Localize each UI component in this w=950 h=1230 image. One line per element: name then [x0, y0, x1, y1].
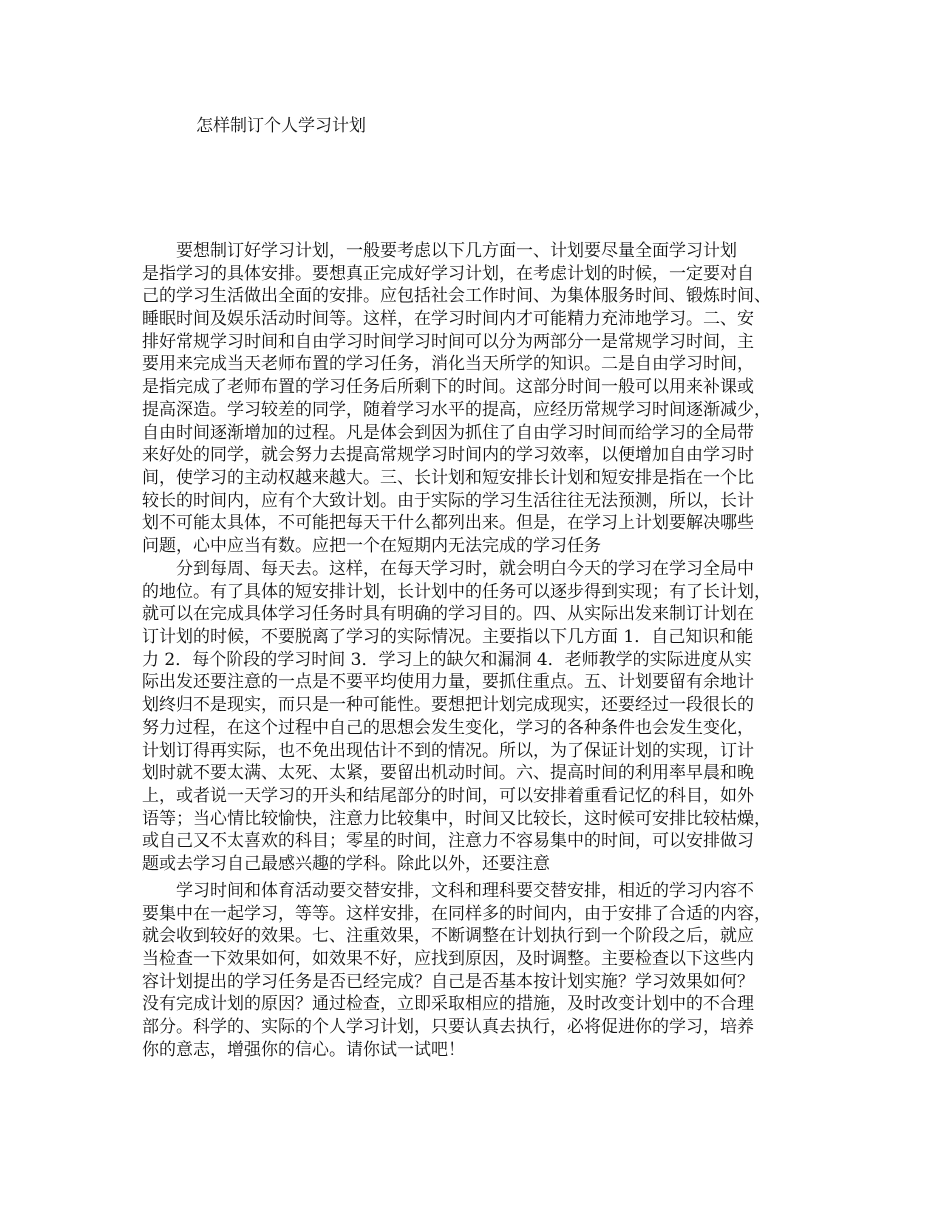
text-line: 要想制订好学习计划，一般要考虑以下几方面一、计划要尽量全面学习计划: [142, 241, 737, 261]
text-line: 学习时间和体育活动要交替安排，文科和理科要交替安排，相近的学习内容不: [142, 881, 754, 901]
text-line: 排好常规学习时间和自由学习时间学习时间可以分为两部分一是常规学习时间，主: [142, 331, 754, 352]
text-line: 容计划提出的学习任务是否已经完成？自己是否基本按计划实施？学习效果如何？: [142, 971, 754, 992]
text-line: 是指学习的具体安排。要想真正完成好学习计划，在考虑计划的时候，一定要对自: [142, 263, 754, 284]
text-line: 提高深造。学习较差的同学，随着学习水平的提高，应经历常规学习时间逐渐减少，: [142, 399, 771, 420]
text-line: 划终归不是现实，而只是一种可能性。要想把计划完成现实，还要经过一段很长的: [142, 695, 754, 716]
text-line: 题或去学习自己最感兴趣的学科。除此以外，还要注意: [142, 853, 550, 874]
text-line: 订计划的时候，不要脱离了学习的实际情况。主要指以下几方面 1．自己知识和能: [142, 627, 754, 648]
text-line: 间，使学习的主动权越来越大。三、长计划和短安排长计划和短安排是指在一个比: [142, 467, 754, 488]
text-line: 要用来完成当天老师布置的学习任务，消化当天所学的知识。二是自由学习时间，: [142, 354, 754, 375]
paragraph-2: [142, 558, 771, 876]
text-line: 分到每周、每天去。这样，在每天学习时，就会明白今天的学习在学习全局中: [142, 559, 754, 579]
text-line: 要集中在一起学习，等等。这样安排，在同样多的时间内，由于安排了合适的内容，: [142, 903, 771, 924]
text-line: 划时就不要太满、太死、太紧，要留出机动时间。六、提高时间的利用率早晨和晚: [142, 763, 754, 784]
text-line: 部分。科学的、实际的个人学习计划，只要认真去执行，必将促进你的学习，培养: [142, 1017, 754, 1038]
text-line: 际出发还要注意的一点是不要平均使用力量，要抓住重点。五、计划要留有余地计: [142, 672, 754, 693]
text-line: 就会收到较好的效果。七、注重效果，不断调整在计划执行到一个阶段之后，就应: [142, 926, 754, 947]
text-line: 己的学习生活做出全面的安排。应包括社会工作时间、为集体服务时间、锻炼时间、: [142, 286, 771, 307]
text-line: 划不可能太具体，不可能把每天干什么都列出来。但是，在学习上计划要解决哪些: [142, 513, 754, 534]
text-line: 自由时间逐渐增加的过程。凡是体会到因为抓住了自由学习时间而给学习的全局带: [142, 422, 754, 443]
text-line: 较长的时间内，应有个大致计划。由于实际的学习生活往往无法预测，所以，长计: [142, 490, 754, 511]
text-line: 努力过程，在这个过程中自己的思想会发生变化，学习的各种条件也会发生变化，: [142, 717, 754, 738]
text-line: 上，或者说一天学习的开头和结尾部分的时间，可以安排着重看记忆的科目，如外: [142, 785, 754, 806]
text-line: 是指完成了老师布置的学习任务后所剩下的时间。这部分时间一般可以用来补课或: [142, 377, 754, 398]
text-line: 力 2．每个阶段的学习时间 3．学习上的缺欠和漏洞 4．老师教学的实际进度从实: [142, 649, 752, 670]
document-title: 怎样制订个人学习计划: [196, 116, 366, 136]
text-line: 当检查一下效果如何，如效果不好，应找到原因，及时调整。主要检查以下这些内: [142, 949, 754, 970]
text-line: 你的意志，增强你的信心。请你试一试吧！: [142, 1039, 465, 1060]
text-line: 睡眠时间及娱乐活动时间等。这样，在学习时间内才可能精力充沛地学习。二、安: [142, 309, 754, 330]
text-line: 计划订得再实际，也不免出现估计不到的情况。所以，为了保证计划的实现，订计: [142, 740, 754, 761]
paragraph-1: [142, 240, 771, 558]
text-line: 就可以在完成具体学习任务时具有明确的学习目的。四、从实际出发来制订计划在: [142, 604, 754, 625]
text-line: 或自己又不太喜欢的科目；零星的时间，注意力不容易集中的时间，可以安排做习: [142, 831, 754, 852]
text-line: 语等；当心情比较愉快，注意力比较集中，时间又比较长，这时候可安排比较枯燥，: [142, 808, 771, 829]
text-line: 的地位。有了具体的短安排计划，长计划中的任务可以逐步得到实现；有了长计划，: [142, 581, 771, 602]
text-line: 来好处的同学，就会努力去提高常规学习时间内的学习效率，以便增加自由学习时: [142, 445, 754, 466]
text-line: 问题，心中应当有数。应把一个在短期内无法完成的学习任务: [142, 535, 601, 556]
paragraph-3: [142, 880, 771, 1062]
text-line: 没有完成计划的原因？通过检查，立即采取相应的措施，及时改变计划中的不合理: [142, 994, 754, 1015]
